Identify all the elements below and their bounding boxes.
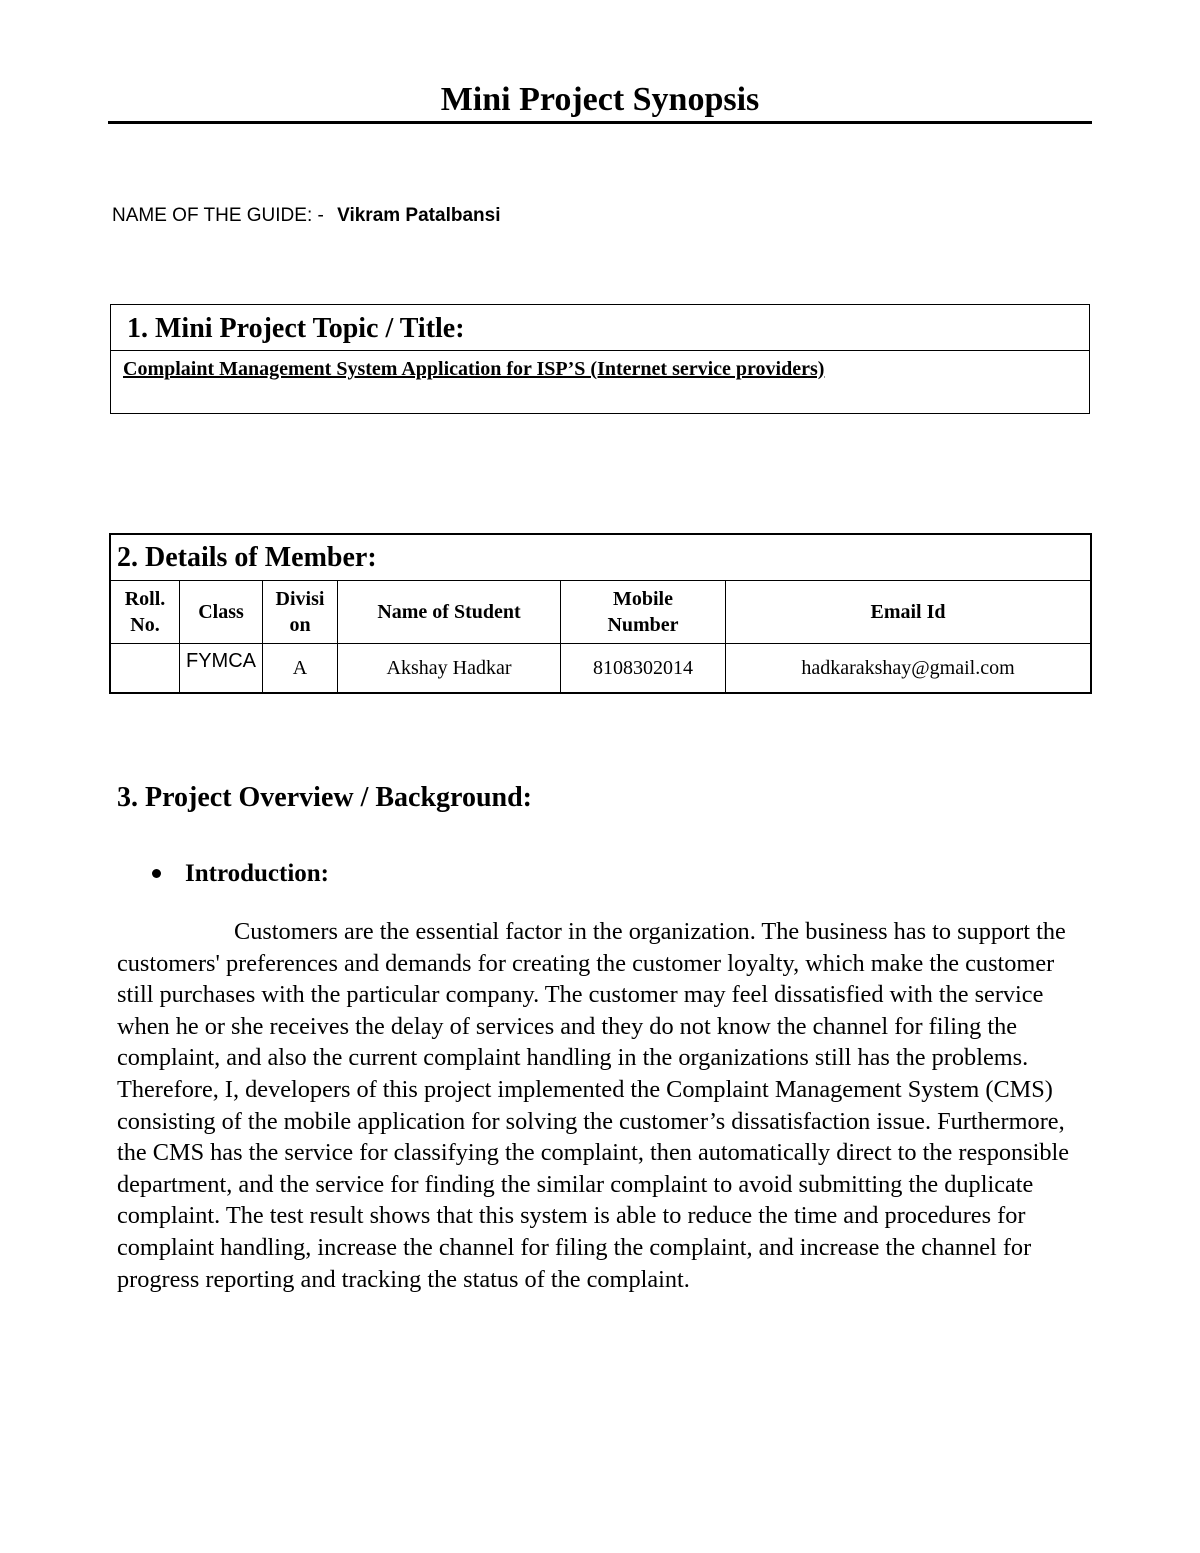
column-header-mobile: Mobile Number	[561, 581, 726, 644]
intro-paragraph: Customers are the essential factor in the organization. The business has to support the customers' preferences and demands for creating the customer loyalty, which make the customer still purchases with the particular company. The customer may feel dissatisfied with the service when he or she receives the delay of services and they do not know the channel for filing the complaint, and also the current complaint handling in the organizations still has the problems. Therefore, I, developers of this project implemented the Complaint Management System (CMS) consisting of the mobile application for solving the customer’s dissatisfaction issue. Furthermore, the CMS has the service for classifying the complaint, then automatically direct to the responsible department, and the service for finding the similar complaint to avoid submitting the duplicate complaint. The test result shows that this system is able to reduce the time and procedures for complaint handling, increase the channel for filing the complaint, and increase the channel for progress reporting and tracking the status of the complaint.	[117, 918, 1070, 1293]
cell-division: A	[263, 644, 338, 694]
table-header-row	[110, 581, 1091, 644]
topic-section	[110, 304, 1090, 414]
cell-roll	[110, 644, 180, 694]
column-header-email: Email Id	[726, 581, 1092, 644]
title-divider	[108, 121, 1092, 124]
members-heading: 2. Details of Member:	[110, 534, 1091, 581]
column-header-name: Name of Student	[338, 581, 561, 644]
topic-title-text: Complaint Management System Application for ISP’S (Internet service providers)	[123, 358, 825, 380]
cell-student-name: Akshay Hadkar	[338, 644, 561, 694]
guide-label: NAME OF THE GUIDE: -	[112, 205, 324, 226]
column-header-class: Class	[180, 581, 263, 644]
bullet-icon	[152, 869, 161, 878]
cell-class: FYMCA	[180, 644, 263, 694]
guide-line	[112, 204, 500, 228]
cell-email: hadkarakshay@gmail.com	[726, 644, 1092, 694]
page-title: Mini Project Synopsis	[440, 81, 760, 118]
guide-name: Vikram Patalbansi	[337, 205, 501, 226]
column-header-roll: Roll. No.	[110, 581, 180, 644]
intro-list-item	[152, 857, 329, 891]
topic-heading: 1. Mini Project Topic / Title:	[111, 305, 1089, 351]
table-row	[110, 644, 1091, 694]
intro-label: Introduction:	[185, 860, 330, 887]
cell-mobile: 8108302014	[561, 644, 726, 694]
overview-heading: 3. Project Overview / Background:	[117, 782, 533, 813]
column-header-division: Divisi on	[263, 581, 338, 644]
member-details-table	[109, 533, 1092, 694]
